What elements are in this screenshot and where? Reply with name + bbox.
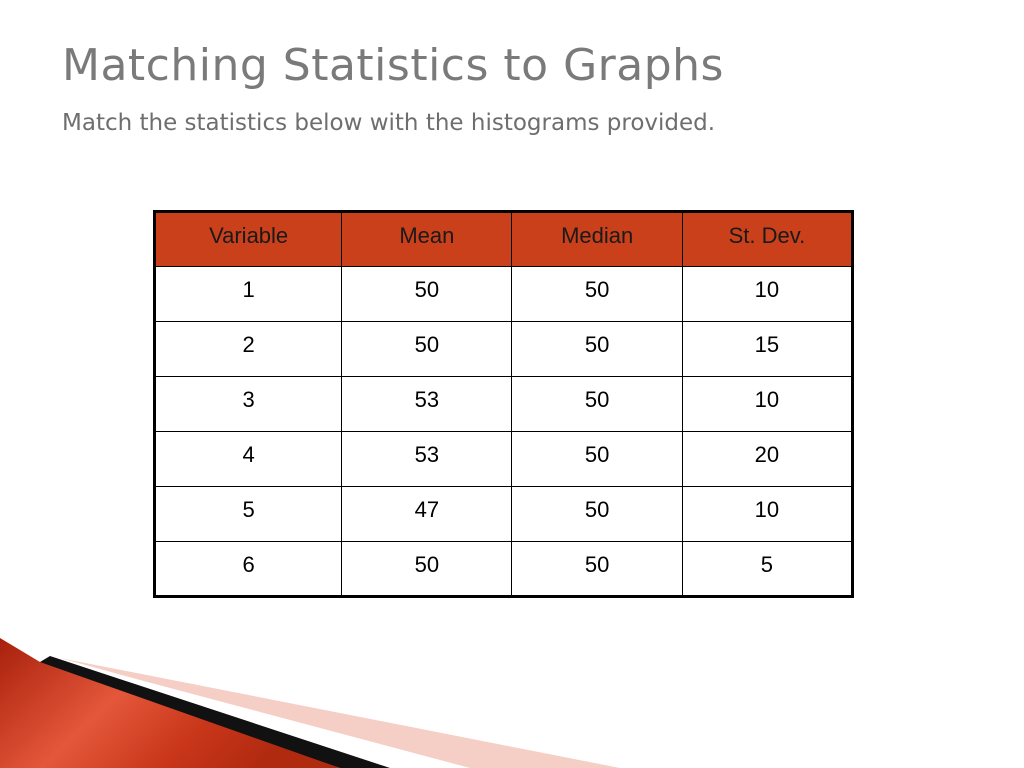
cell-st-dev: 20 bbox=[682, 432, 852, 487]
cell-mean: 50 bbox=[342, 542, 512, 597]
cell-st-dev: 15 bbox=[682, 322, 852, 377]
cell-variable: 2 bbox=[155, 322, 342, 377]
cell-st-dev: 10 bbox=[682, 487, 852, 542]
slide-title: Matching Statistics to Graphs bbox=[62, 40, 724, 91]
cell-median: 50 bbox=[512, 432, 682, 487]
header-median: Median bbox=[512, 212, 682, 267]
cell-mean: 47 bbox=[342, 487, 512, 542]
cell-variable: 3 bbox=[155, 377, 342, 432]
table-row bbox=[155, 432, 853, 487]
header-st-dev: St. Dev. bbox=[682, 212, 852, 267]
table-header-row bbox=[155, 212, 853, 267]
cell-mean: 50 bbox=[342, 322, 512, 377]
header-variable: Variable bbox=[155, 212, 342, 267]
cell-st-dev: 5 bbox=[682, 542, 852, 597]
table-row bbox=[155, 542, 853, 597]
table-row bbox=[155, 322, 853, 377]
cell-variable: 1 bbox=[155, 267, 342, 322]
table-row bbox=[155, 377, 853, 432]
cell-variable: 6 bbox=[155, 542, 342, 597]
cell-median: 50 bbox=[512, 377, 682, 432]
table-row bbox=[155, 487, 853, 542]
cell-median: 50 bbox=[512, 322, 682, 377]
cell-mean: 53 bbox=[342, 377, 512, 432]
cell-st-dev: 10 bbox=[682, 267, 852, 322]
cell-variable: 4 bbox=[155, 432, 342, 487]
cell-mean: 50 bbox=[342, 267, 512, 322]
statistics-table bbox=[153, 210, 854, 598]
cell-mean: 53 bbox=[342, 432, 512, 487]
table-row bbox=[155, 267, 853, 322]
cell-median: 50 bbox=[512, 267, 682, 322]
cell-variable: 5 bbox=[155, 487, 342, 542]
slide-subtitle: Match the statistics below with the histograms provided. bbox=[62, 110, 716, 136]
header-mean: Mean bbox=[342, 212, 512, 267]
cell-median: 50 bbox=[512, 487, 682, 542]
decorative-swoosh bbox=[0, 638, 1024, 768]
cell-st-dev: 10 bbox=[682, 377, 852, 432]
cell-median: 50 bbox=[512, 542, 682, 597]
